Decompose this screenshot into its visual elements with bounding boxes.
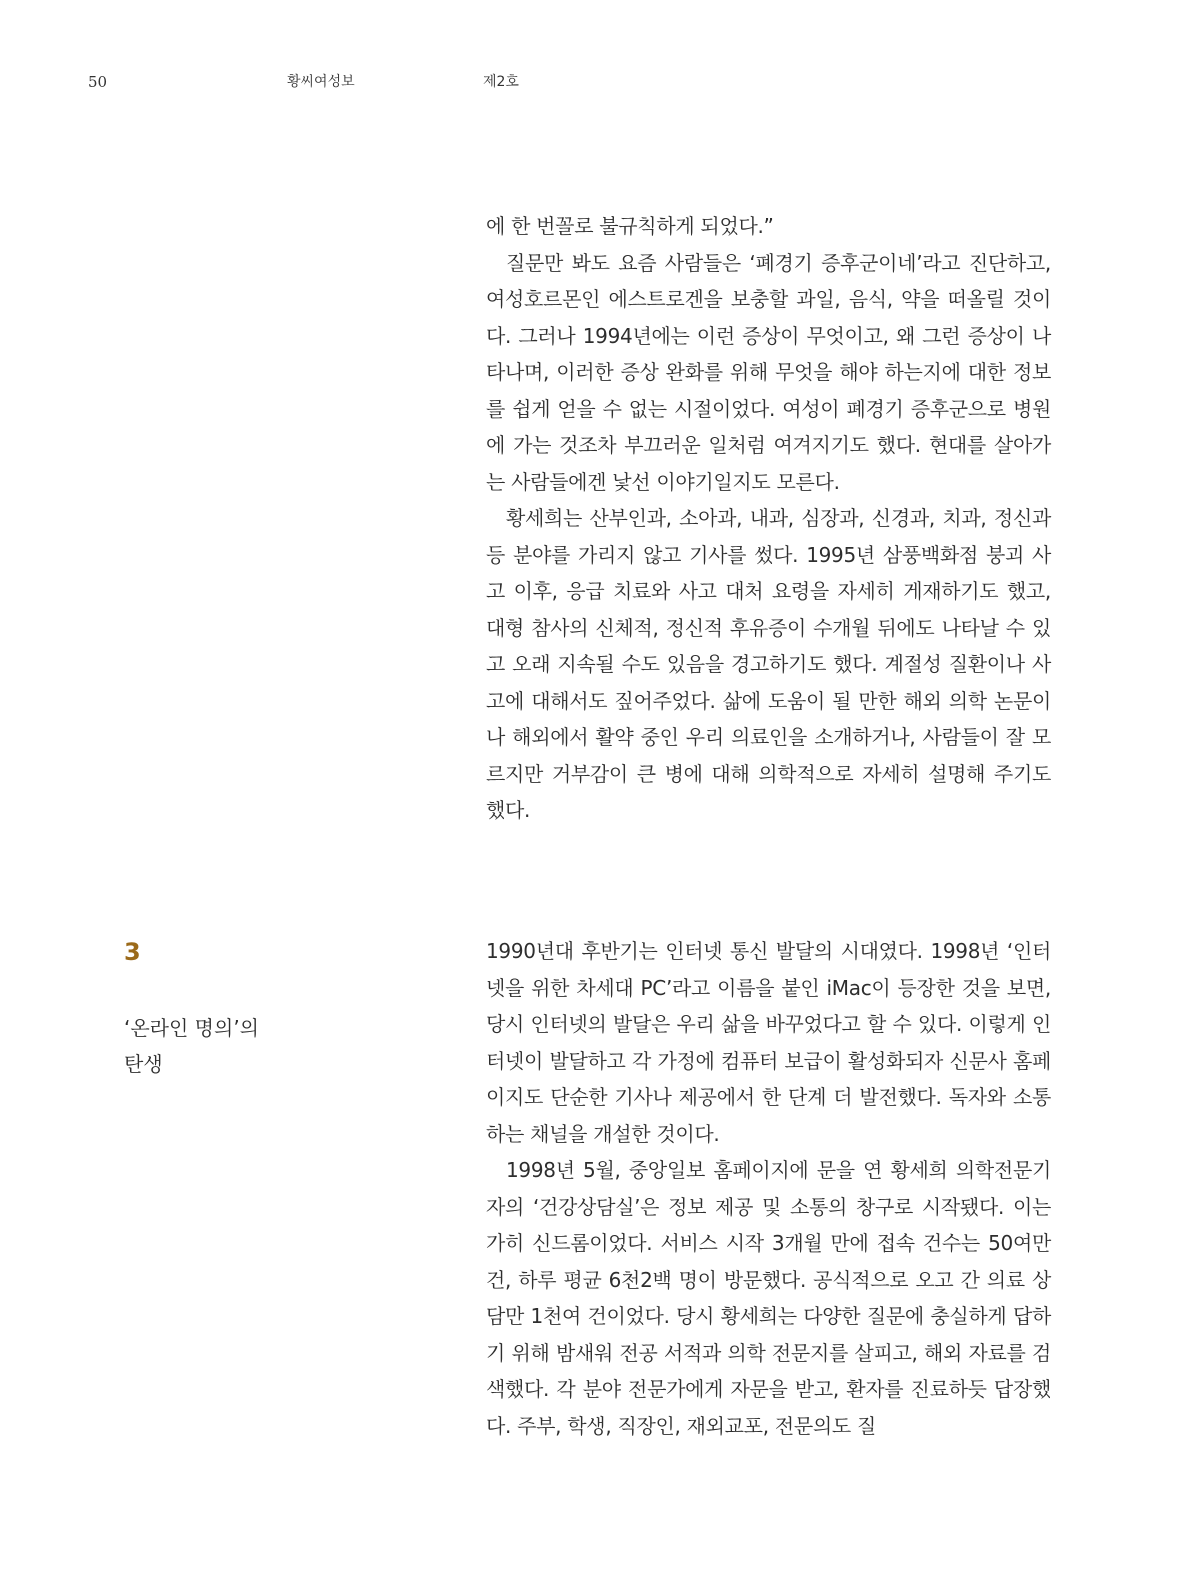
section-title-line: 탄생: [124, 1052, 163, 1076]
paragraph: 황세희는 산부인과, 소아과, 내과, 심장과, 신경과, 치과, 정신과 등 분야를 가리지 않고 기사를 썼다. 1995년 삼풍백화점 붕괴 사고 이후, 응급 치료와 사고 대처 요령을 자세히 게재하기도 했고, 대형 참사의 신체적, 정신적 후유증이 수개월 뒤에도 나타날 수 있고 오래 지속될 수도 있음을 경고하기도 했다. 계절성 질환이나 사고에 대해서도 짚어주었다. 삶에 도움이 될 만한 해외 의학 논문이나 해외에서 활약 중인 우리 의료인을 소개하거나, 사람들이 잘 모르지만 거부감이 큰 병에 대해 의학적으로 자세히 설명해 주기도 했다.: [486, 506, 1051, 822]
body-text-block-continued: [486, 208, 1051, 829]
section-number: 3: [124, 938, 141, 966]
page-number: 50: [88, 73, 108, 91]
paragraph-continuation: 에 한 번꼴로 불규칙하게 되었다.”: [486, 214, 774, 238]
publication-title: 황씨여성보: [287, 74, 355, 90]
paragraph: 1990년대 후반기는 인터넷 통신 발달의 시대였다. 1998년 ‘인터넷을 위한 차세대 PC’라고 이름을 붙인 iMac이 등장한 것을 보면, 당시 인터넷의 발달은 우리 삶을 바꾸었다고 할 수 있다. 이렇게 인터넷이 발달하고 각 가정에 컴퓨터 보급이 활성화되자 신문사 홈페이지도 단순한 기사나 제공에서 한 단계 더 발전했다. 독자와 소통하는 채널을 개설한 것이다.: [486, 939, 1051, 1146]
section-3-body: [486, 933, 1051, 1444]
running-header: [0, 70, 1200, 94]
paragraph: 1998년 5월, 중앙일보 홈페이지에 문을 연 황세희 의학전문기자의 ‘건강상담실’은 정보 제공 및 소통의 창구로 시작됐다. 이는 가히 신드롬이었다. 서비스 시작 3개월 만에 접속 건수는 50여만 건, 하루 평균 6천2백 명이 방문했다. 공식적으로 오고 간 의료 상담만 1천여 건이었다. 당시 황세희는 다양한 질문에 충실하게 답하기 위해 밤새워 전공 서적과 의학 전문지를 살피고, 해외 자료를 검색했다. 각 분야 전문가에게 자문을 받고, 환자를 진료하듯 답장했다. 주부, 학생, 직장인, 재외교포, 전문의도 질: [486, 1158, 1051, 1438]
paragraph: 질문만 봐도 요즘 사람들은 ‘폐경기 증후군이네’라고 진단하고, 여성호르몬인 에스트로겐을 보충할 과일, 음식, 약을 떠올릴 것이다. 그러나 1994년에는 이런 증상이 무엇이고, 왜 그런 증상이 나타나며, 이러한 증상 완화를 위해 무엇을 해야 하는지에 대한 정보를 쉽게 얻을 수 없는 시절이었다. 여성이 폐경기 증후군으로 병원에 가는 것조차 부끄러운 일처럼 여겨지기도 했다. 현대를 살아가는 사람들에겐 낯선 이야기일지도 모른다.: [486, 250, 1051, 494]
section-title: [124, 1010, 344, 1082]
section-title-line: ‘온라인 명의’의: [124, 1016, 259, 1040]
issue-label: 제2호: [483, 74, 519, 90]
